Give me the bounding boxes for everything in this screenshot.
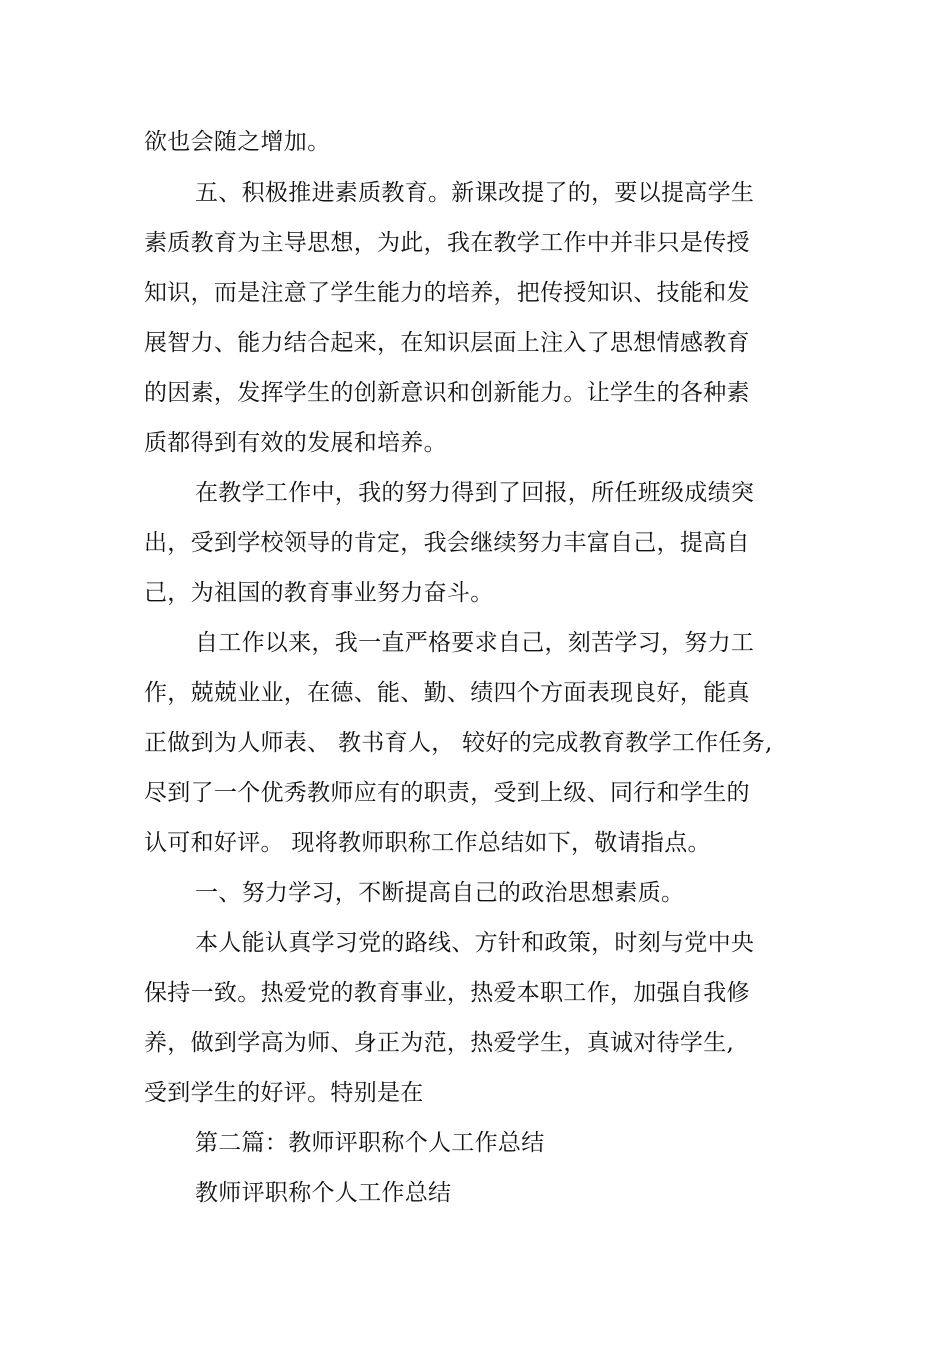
paragraph-start: 在教学工作中，我的努力得到了回报，所任班级成绩突: [195, 480, 755, 506]
text-line: 保持一致。热爱党的教育事业，热爱本职工作，加强自我修: [144, 980, 750, 1006]
paragraph-five-start: 五、积极推进素质教育。新课改提了的，要以提高学生: [195, 180, 755, 206]
text-line: 欲也会随之增加。: [144, 129, 331, 155]
text-line: 的因素，发挥学生的创新意识和创新能力。让学生的各种素: [144, 380, 750, 406]
chapter-title: 教师评职称个人工作总结: [195, 1180, 452, 1206]
chapter-heading: 第二篇：教师评职称个人工作总结: [195, 1130, 545, 1156]
text-line: 受到学生的好评。特别是在: [144, 1080, 424, 1106]
text-line: 养，做到学高为师、身正为范，热爱学生，真诚对待学生,: [144, 1030, 735, 1056]
paragraph-start: 自工作以来，我一直严格要求自己，刻苦学习，努力工: [195, 630, 755, 656]
text-line: 认可和好评。 现将教师职称工作总结如下，敬请指点。: [144, 830, 711, 856]
text-line: 尽到了一个优秀教师应有的职责，受到上级、同行和学生的: [144, 780, 750, 806]
text-line: 正做到为人师表、 教书育人， 较好的完成教育教学工作任务,: [144, 730, 773, 756]
section-heading-one: 一、努力学习，不断提高自己的政治思想素质。: [195, 880, 685, 906]
text-line: 作，兢兢业业，在德、能、勤、绩四个方面表现良好，能真: [144, 680, 750, 706]
text-line: 知识，而是注意了学生能力的培养，把传授知识、技能和发: [144, 280, 750, 306]
text-line: 己，为祖国的教育事业努力奋斗。: [144, 580, 494, 606]
text-line: 素质教育为主导思想，为此，我在教学工作中并非只是传授: [144, 230, 750, 256]
text-line: 质都得到有效的发展和培养。: [144, 430, 447, 456]
text-line: 展智力、能力结合起来，在知识层面上注入了思想情感教育: [144, 330, 750, 356]
paragraph-start: 本人能认真学习党的路线、方针和政策，时刻与党中央: [195, 930, 755, 956]
text-line: 出，受到学校领导的肯定，我会继续努力丰富自己，提高自: [144, 530, 750, 556]
